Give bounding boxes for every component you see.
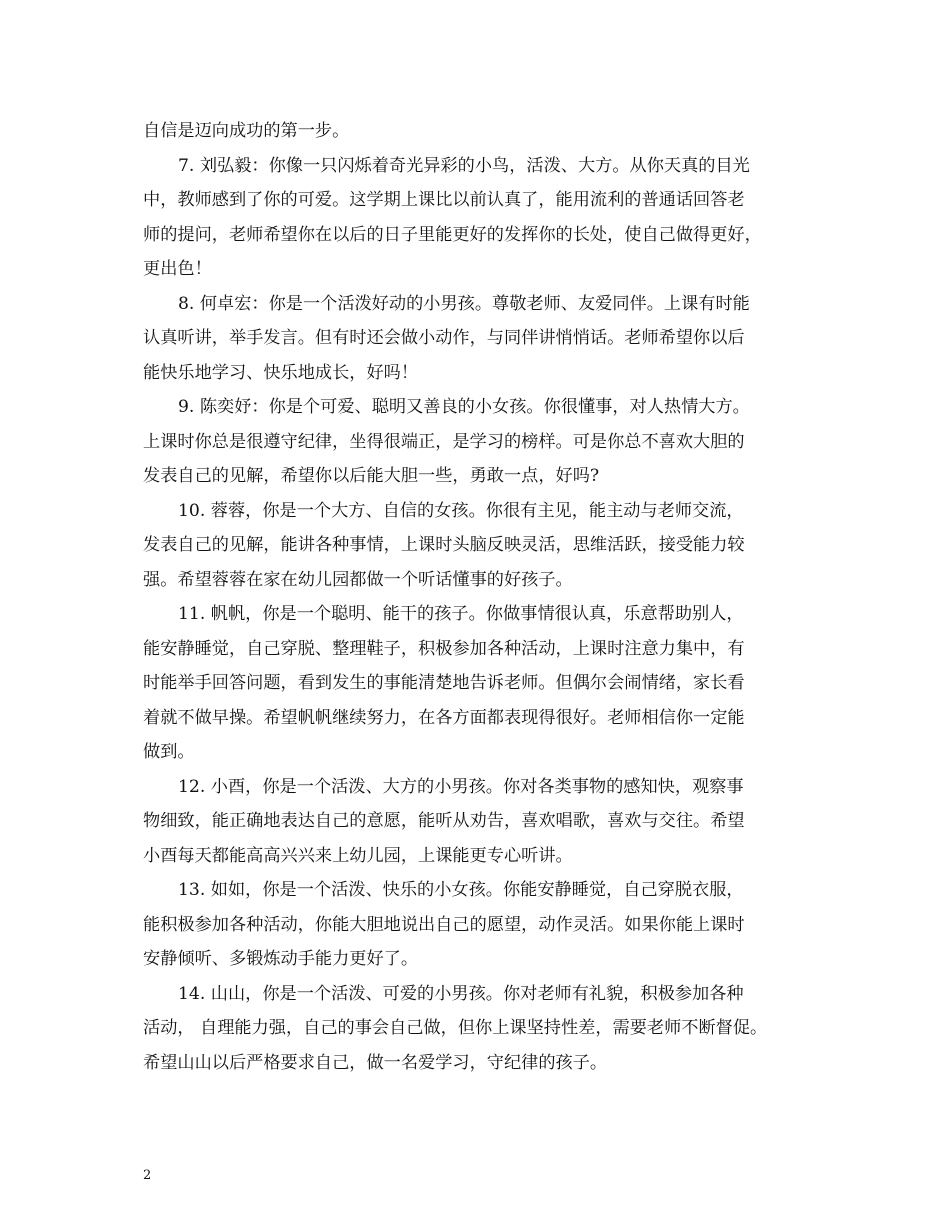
text-line: 能安静睡觉，自己穿脱、整理鞋子，积极参加各种活动，上课时注意力集中，有 bbox=[143, 638, 745, 659]
text-line: 安静倾听、多锻炼动手能力更好了。 bbox=[143, 949, 419, 969]
text-line: 希望山山以后严格要求自己，做一名爱学习，守纪律的孩子。 bbox=[143, 1052, 608, 1073]
text-line: 自信是迈向成功的第一步。 bbox=[143, 121, 350, 141]
text-line: 能积极参加各种活动，你能大胆地说出自己的愿望，动作灵活。如果你能上课时 bbox=[143, 914, 745, 935]
text-line: 物细致，能正确地表达自己的意愿，能听从劝告，喜欢唱歌，喜欢与交往。希望 bbox=[143, 811, 745, 831]
text-line: 9. 陈奕妤：你是个可爱、聪明又善良的小女孩。你很懂事，对人热情大方。 bbox=[178, 397, 750, 417]
text-line: 11. 帆帆，你是一个聪明、能干的孩子。你做事情很认真，乐意帮助别人， bbox=[178, 604, 744, 624]
document-body bbox=[143, 114, 821, 1080]
text-line: 7. 刘弘毅：你像一只闪烁着奇光异彩的小鸟，活泼、大方。从你天真的目光 bbox=[178, 155, 750, 176]
text-line: 更出色！ bbox=[143, 259, 212, 279]
text-line: 时能举手回答问题，看到发生的事能清楚地告诉老师。但偶尔会闹情绪，家长看 bbox=[143, 673, 745, 693]
text-line: 师的提问，老师希望你在以后的日子里能更好的发挥你的长处，使自己做得更好， bbox=[143, 224, 762, 245]
text-line: 12. 小酉，你是一个活泼、大方的小男孩。你对各类事物的感知快，观察事 bbox=[178, 776, 744, 797]
page-number: 2 bbox=[143, 1168, 152, 1183]
text-line: 上课时你总是很遵守纪律，坐得很端正，是学习的榜样。可是你总不喜欢大胆的 bbox=[143, 431, 745, 452]
text-line: 认真听讲，举手发言。但有时还会做小动作，与同伴讲悄悄话。老师希望你以后 bbox=[143, 328, 745, 348]
text-line: 10. 蓉蓉，你是一个大方、自信的女孩。你很有主见，能主动与老师交流， bbox=[178, 500, 744, 521]
text-line: 13. 如如，你是一个活泼、快乐的小女孩。你能安静睡觉，自己穿脱衣服， bbox=[178, 880, 744, 900]
text-line: 14. 山山，你是一个活泼、可爱的小男孩。你对老师有礼貌，积极参加各种 bbox=[178, 983, 744, 1004]
text-line: 小酉每天都能高高兴兴来上幼儿园，上课能更专心听讲。 bbox=[143, 845, 573, 866]
text-line: 8. 何卓宏：你是一个活泼好动的小男孩。尊敬老师、友爱同伴。上课有时能 bbox=[178, 293, 750, 314]
text-line: 中，教师感到了你的可爱。这学期上课比以前认真了，能用流利的普通话回答老 bbox=[143, 190, 745, 210]
text-line: 活动， 自理能力强，自己的事会自己做，但你上课坚持性差，需要老师不断督促。 bbox=[143, 1018, 768, 1038]
text-line: 做到。 bbox=[143, 742, 195, 762]
text-line: 强。希望蓉蓉在家在幼儿园都做一个听话懂事的好孩子。 bbox=[143, 569, 573, 590]
text-line: 能快乐地学习、快乐地成长，好吗！ bbox=[143, 362, 419, 383]
text-line: 发表自己的见解，能讲各种事情，上课时头脑反映灵活，思维活跃，接受能力较 bbox=[143, 535, 745, 555]
text-line: 着就不做早操。希望帆帆继续努力，在各方面都表现得很好。老师相信你一定能 bbox=[143, 707, 745, 728]
text-line: 发表自己的见解，希望你以后能大胆一些，勇敢一点，好吗? bbox=[143, 466, 600, 486]
